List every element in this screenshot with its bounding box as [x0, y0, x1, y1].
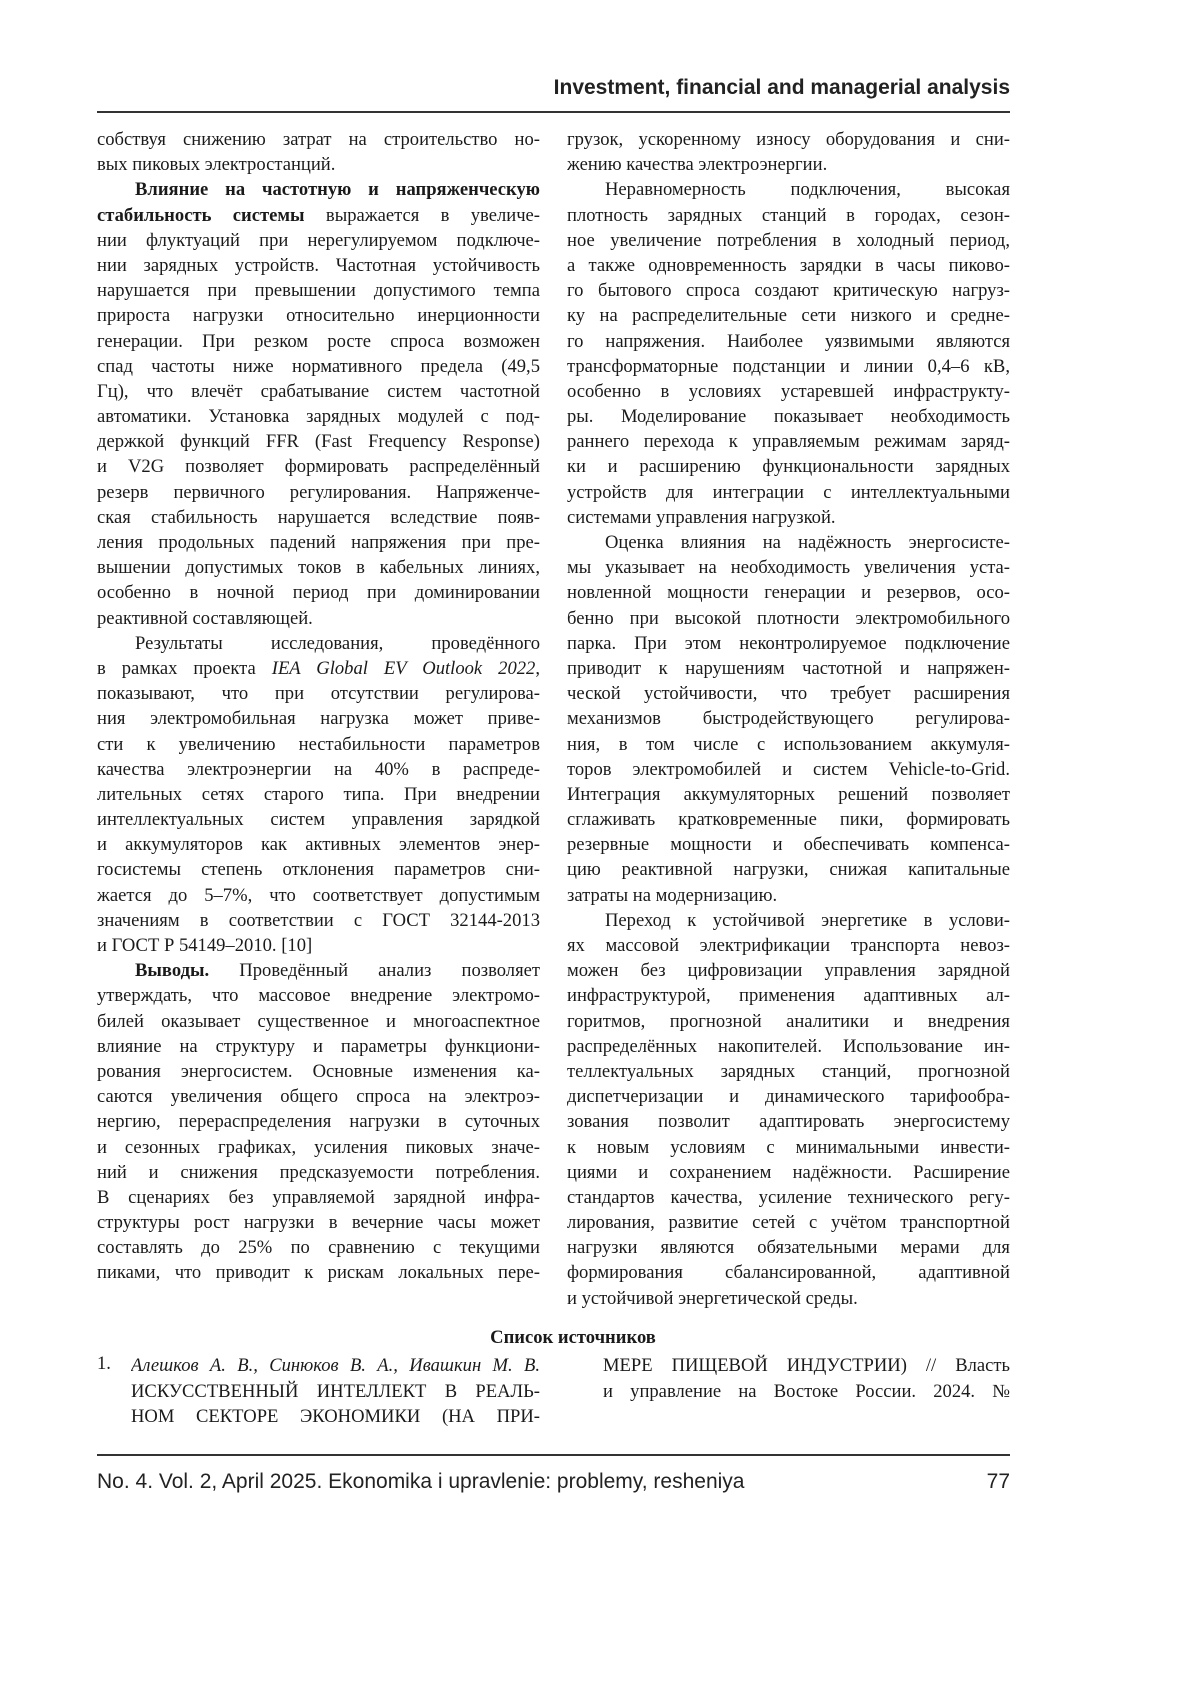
text-line: ская стабильность нарушается вследствие появ- — [97, 505, 540, 530]
text-line: и ГОСТ Р 54149–2010. [10] — [97, 933, 540, 958]
text-line — [97, 203, 540, 228]
text-segment: выражается в увеличе- — [305, 205, 540, 226]
text-line: жению качества электроэнергии. — [567, 152, 1010, 177]
text-line: ры. Моделирование показывает необходимость — [567, 404, 1010, 429]
left-text-column — [97, 127, 540, 1286]
text-line: прироста нагрузки относительно инерционности — [97, 303, 540, 328]
text-line: и V2G позволяет формировать распределённый — [97, 454, 540, 479]
text-segment: в рамках проекта — [97, 658, 272, 679]
text-line: структуры рост нагрузки в вечерние часы может — [97, 1210, 540, 1235]
text-line: реактивной составляющей. — [97, 606, 540, 631]
text-line: го бытового спроса создают критическую нагруз- — [567, 278, 1010, 303]
text-line: влияние на структуру и параметры функциони- — [97, 1034, 540, 1059]
running-header-title: Investment, financial and managerial analysis — [554, 76, 1010, 100]
text-line: качества электроэнергии на 40% в распреде- — [97, 757, 540, 782]
text-line: новленной мощности генерации и резервов, осо- — [567, 580, 1010, 605]
text-line: мы указывает на необходимость увеличения уста- — [567, 555, 1010, 580]
text-line: собствуя снижению затрат на строительство но- — [97, 127, 540, 152]
text-line: Неравномерность подключения, высокая — [567, 177, 1010, 202]
text-line: НОМ СЕКТОРЕ ЭКОНОМИКИ (НА ПРИ- — [131, 1404, 540, 1430]
text-line: грузок, ускоренному износу оборудования и сни- — [567, 127, 1010, 152]
text-line: ки и расширению функциональности зарядных — [567, 454, 1010, 479]
text-line: госистемы степень отклонения параметров сни- — [97, 857, 540, 882]
text-line: системами управления нагрузкой. — [567, 505, 1010, 530]
text-line: жается до 5–7%, что соответствует допустимым — [97, 883, 540, 908]
text-line: Переход к устойчивой энергетике в услови- — [567, 908, 1010, 933]
text-line: а также одновременность зарядки в часы пиково- — [567, 253, 1010, 278]
text-line: нарушается при превышении допустимого темпа — [97, 278, 540, 303]
text-line: билей оказывает существенное и многоаспектное — [97, 1009, 540, 1034]
text-line: торов электромобилей и систем Vehicle-to-Grid. — [567, 757, 1010, 782]
text-line: утверждать, что массовое внедрение электромо- — [97, 983, 540, 1008]
text-line: интеллектуальных систем управления зарядкой — [97, 807, 540, 832]
text-line: горитмов, прогнозной аналитики и внедрения — [567, 1009, 1010, 1034]
text-line: ях массовой электрификации транспорта невоз- — [567, 933, 1010, 958]
text-line: автоматики. Установка зарядных модулей с под- — [97, 404, 540, 429]
bold-text: стабильность системы — [97, 205, 305, 226]
reference-number: 1. — [97, 1353, 111, 1375]
text-line: формирования сбалансированной, адаптивной — [567, 1260, 1010, 1285]
text-line: циями и сохранением надёжности. Расширение — [567, 1160, 1010, 1185]
text-line: и сезонных графиках, усиления пиковых значе- — [97, 1135, 540, 1160]
text-line: плотность зарядных станций в городах, сезон- — [567, 203, 1010, 228]
text-line: приводит к нарушениям частотной и напряжен- — [567, 656, 1010, 681]
text-line: саются увеличения общего спроса на электроэ- — [97, 1084, 540, 1109]
text-line: парка. При этом неконтролируемое подключение — [567, 631, 1010, 656]
text-line: В сценариях без управляемой зарядной инфра- — [97, 1185, 540, 1210]
text-line: ИСКУССТВЕННЫЙ ИНТЕЛЛЕКТ В РЕАЛЬ- — [131, 1379, 540, 1405]
text-line: ческой устойчивости, что требует расширения — [567, 681, 1010, 706]
text-line: резерв первичного регулирования. Напряженче- — [97, 480, 540, 505]
text-line: сти к увеличению нестабильности параметров — [97, 732, 540, 757]
text-line: ния, в том числе с использованием аккумуля- — [567, 732, 1010, 757]
text-line: Интеграция аккумуляторных решений позволяет — [567, 782, 1010, 807]
text-line: Оценка влияния на надёжность энергосисте- — [567, 530, 1010, 555]
text-line: лительных сетях старого типа. При внедрении — [97, 782, 540, 807]
text-line: рования энергосистем. Основные изменения ка- — [97, 1059, 540, 1084]
text-line: трансформаторные подстанции и линии 0,4–6 кВ, — [567, 354, 1010, 379]
text-line: распределённых накопителей. Использование ин- — [567, 1034, 1010, 1059]
bold-text: Выводы. — [135, 960, 209, 981]
footer-journal-info: No. 4. Vol. 2, April 2025. Ekonomika i upravlenie: problemy, resheniya — [97, 1470, 744, 1494]
text-line: ку на распределительные сети низкого и средне- — [567, 303, 1010, 328]
references-heading: Список источников — [0, 1327, 1146, 1349]
reference-text-left — [131, 1353, 540, 1430]
text-segment: Проведённый анализ позволяет — [209, 960, 540, 981]
text-line: лирования, развитие сетей с учётом транспортной — [567, 1210, 1010, 1235]
bold-text: Влияние на частотную и напряженческую — [135, 179, 540, 200]
text-line: сглаживать кратковременные пики, формировать — [567, 807, 1010, 832]
text-line: теллектуальных зарядных станций, прогнозной — [567, 1059, 1010, 1084]
text-line: ния электромобильная нагрузка может приве- — [97, 706, 540, 731]
italic-text: IEA Global EV Outlook 2022 — [272, 658, 536, 679]
text-line: ное увеличение потребления в холодный период, — [567, 228, 1010, 253]
right-text-column — [567, 127, 1010, 1311]
text-line: зования позволит адаптировать энергосистему — [567, 1109, 1010, 1134]
text-line: бенно при высокой плотности электромобильного — [567, 606, 1010, 631]
text-line: Результаты исследования, проведённого — [97, 631, 540, 656]
text-line: особенно в ночной период при доминировании — [97, 580, 540, 605]
text-line — [97, 177, 540, 202]
text-line: вых пиковых электростанций. — [97, 152, 540, 177]
text-line: держкой функций FFR (Fast Frequency Response) — [97, 429, 540, 454]
reference-text-right — [603, 1353, 1010, 1404]
text-line: можен без цифровизации управления зарядной — [567, 958, 1010, 983]
italic-text: Алешков А. В., Синюков В. А., Ивашкин М. В. — [131, 1355, 540, 1376]
text-line: нагрузки являются обязательными мерами для — [567, 1235, 1010, 1260]
text-line: ний и снижения предсказуемости потребления. — [97, 1160, 540, 1185]
text-line: го напряжения. Наиболее уязвимыми являются — [567, 329, 1010, 354]
text-line: Гц), что влечёт срабатывание систем частотной — [97, 379, 540, 404]
text-line — [97, 656, 540, 681]
text-line: пиками, что приводит к рискам локальных пере- — [97, 1260, 540, 1285]
header-rule — [97, 111, 1010, 113]
text-line: диспетчеризации и динамического тарифообра- — [567, 1084, 1010, 1109]
text-line: генерации. При резком росте спроса возможен — [97, 329, 540, 354]
text-line: к новым условиям с минимальными инвести- — [567, 1135, 1010, 1160]
text-line: механизмов быстродействующего регулирова- — [567, 706, 1010, 731]
text-line: инфраструктурой, применения адаптивных ал- — [567, 983, 1010, 1008]
text-line: и аккумуляторов как активных элементов энер- — [97, 832, 540, 857]
text-line: раннего перехода к управляемым режимам заряд- — [567, 429, 1010, 454]
text-line: цию реактивной нагрузки, снижая капитальные — [567, 857, 1010, 882]
text-segment: , — [535, 658, 540, 679]
text-line: ления продольных падений напряжения при пре- — [97, 530, 540, 555]
text-line: нергию, перераспределения нагрузки в суточных — [97, 1109, 540, 1134]
text-line: резервные мощности и обеспечивать компенса- — [567, 832, 1010, 857]
text-line — [97, 958, 540, 983]
text-line: стандартов качества, усиление технического регу- — [567, 1185, 1010, 1210]
text-line: МЕРЕ ПИЩЕВОЙ ИНДУСТРИИ) // Власть — [603, 1353, 1010, 1379]
text-line: показывают, что при отсутствии регулирова- — [97, 681, 540, 706]
footer-rule — [97, 1454, 1010, 1456]
text-line: значениям в соответствии с ГОСТ 32144-2013 — [97, 908, 540, 933]
text-line: устройств для интеграции с интеллектуальными — [567, 480, 1010, 505]
text-line: составлять до 25% по сравнению с текущими — [97, 1235, 540, 1260]
text-line: и управление на Востоке России. 2024. № — [603, 1379, 1010, 1405]
text-line: нии флуктуаций при нерегулируемом подключе- — [97, 228, 540, 253]
text-line: затраты на модернизацию. — [567, 883, 1010, 908]
page-number: 77 — [987, 1470, 1010, 1494]
text-line: нии зарядных устройств. Частотная устойчивость — [97, 253, 540, 278]
text-line: и устойчивой энергетической среды. — [567, 1286, 1010, 1311]
text-line: особенно в условиях устаревшей инфраструкту- — [567, 379, 1010, 404]
text-line — [131, 1353, 540, 1379]
text-line: вышении допустимых токов в кабельных линиях, — [97, 555, 540, 580]
text-line: спад частоты ниже нормативного предела (49,5 — [97, 354, 540, 379]
